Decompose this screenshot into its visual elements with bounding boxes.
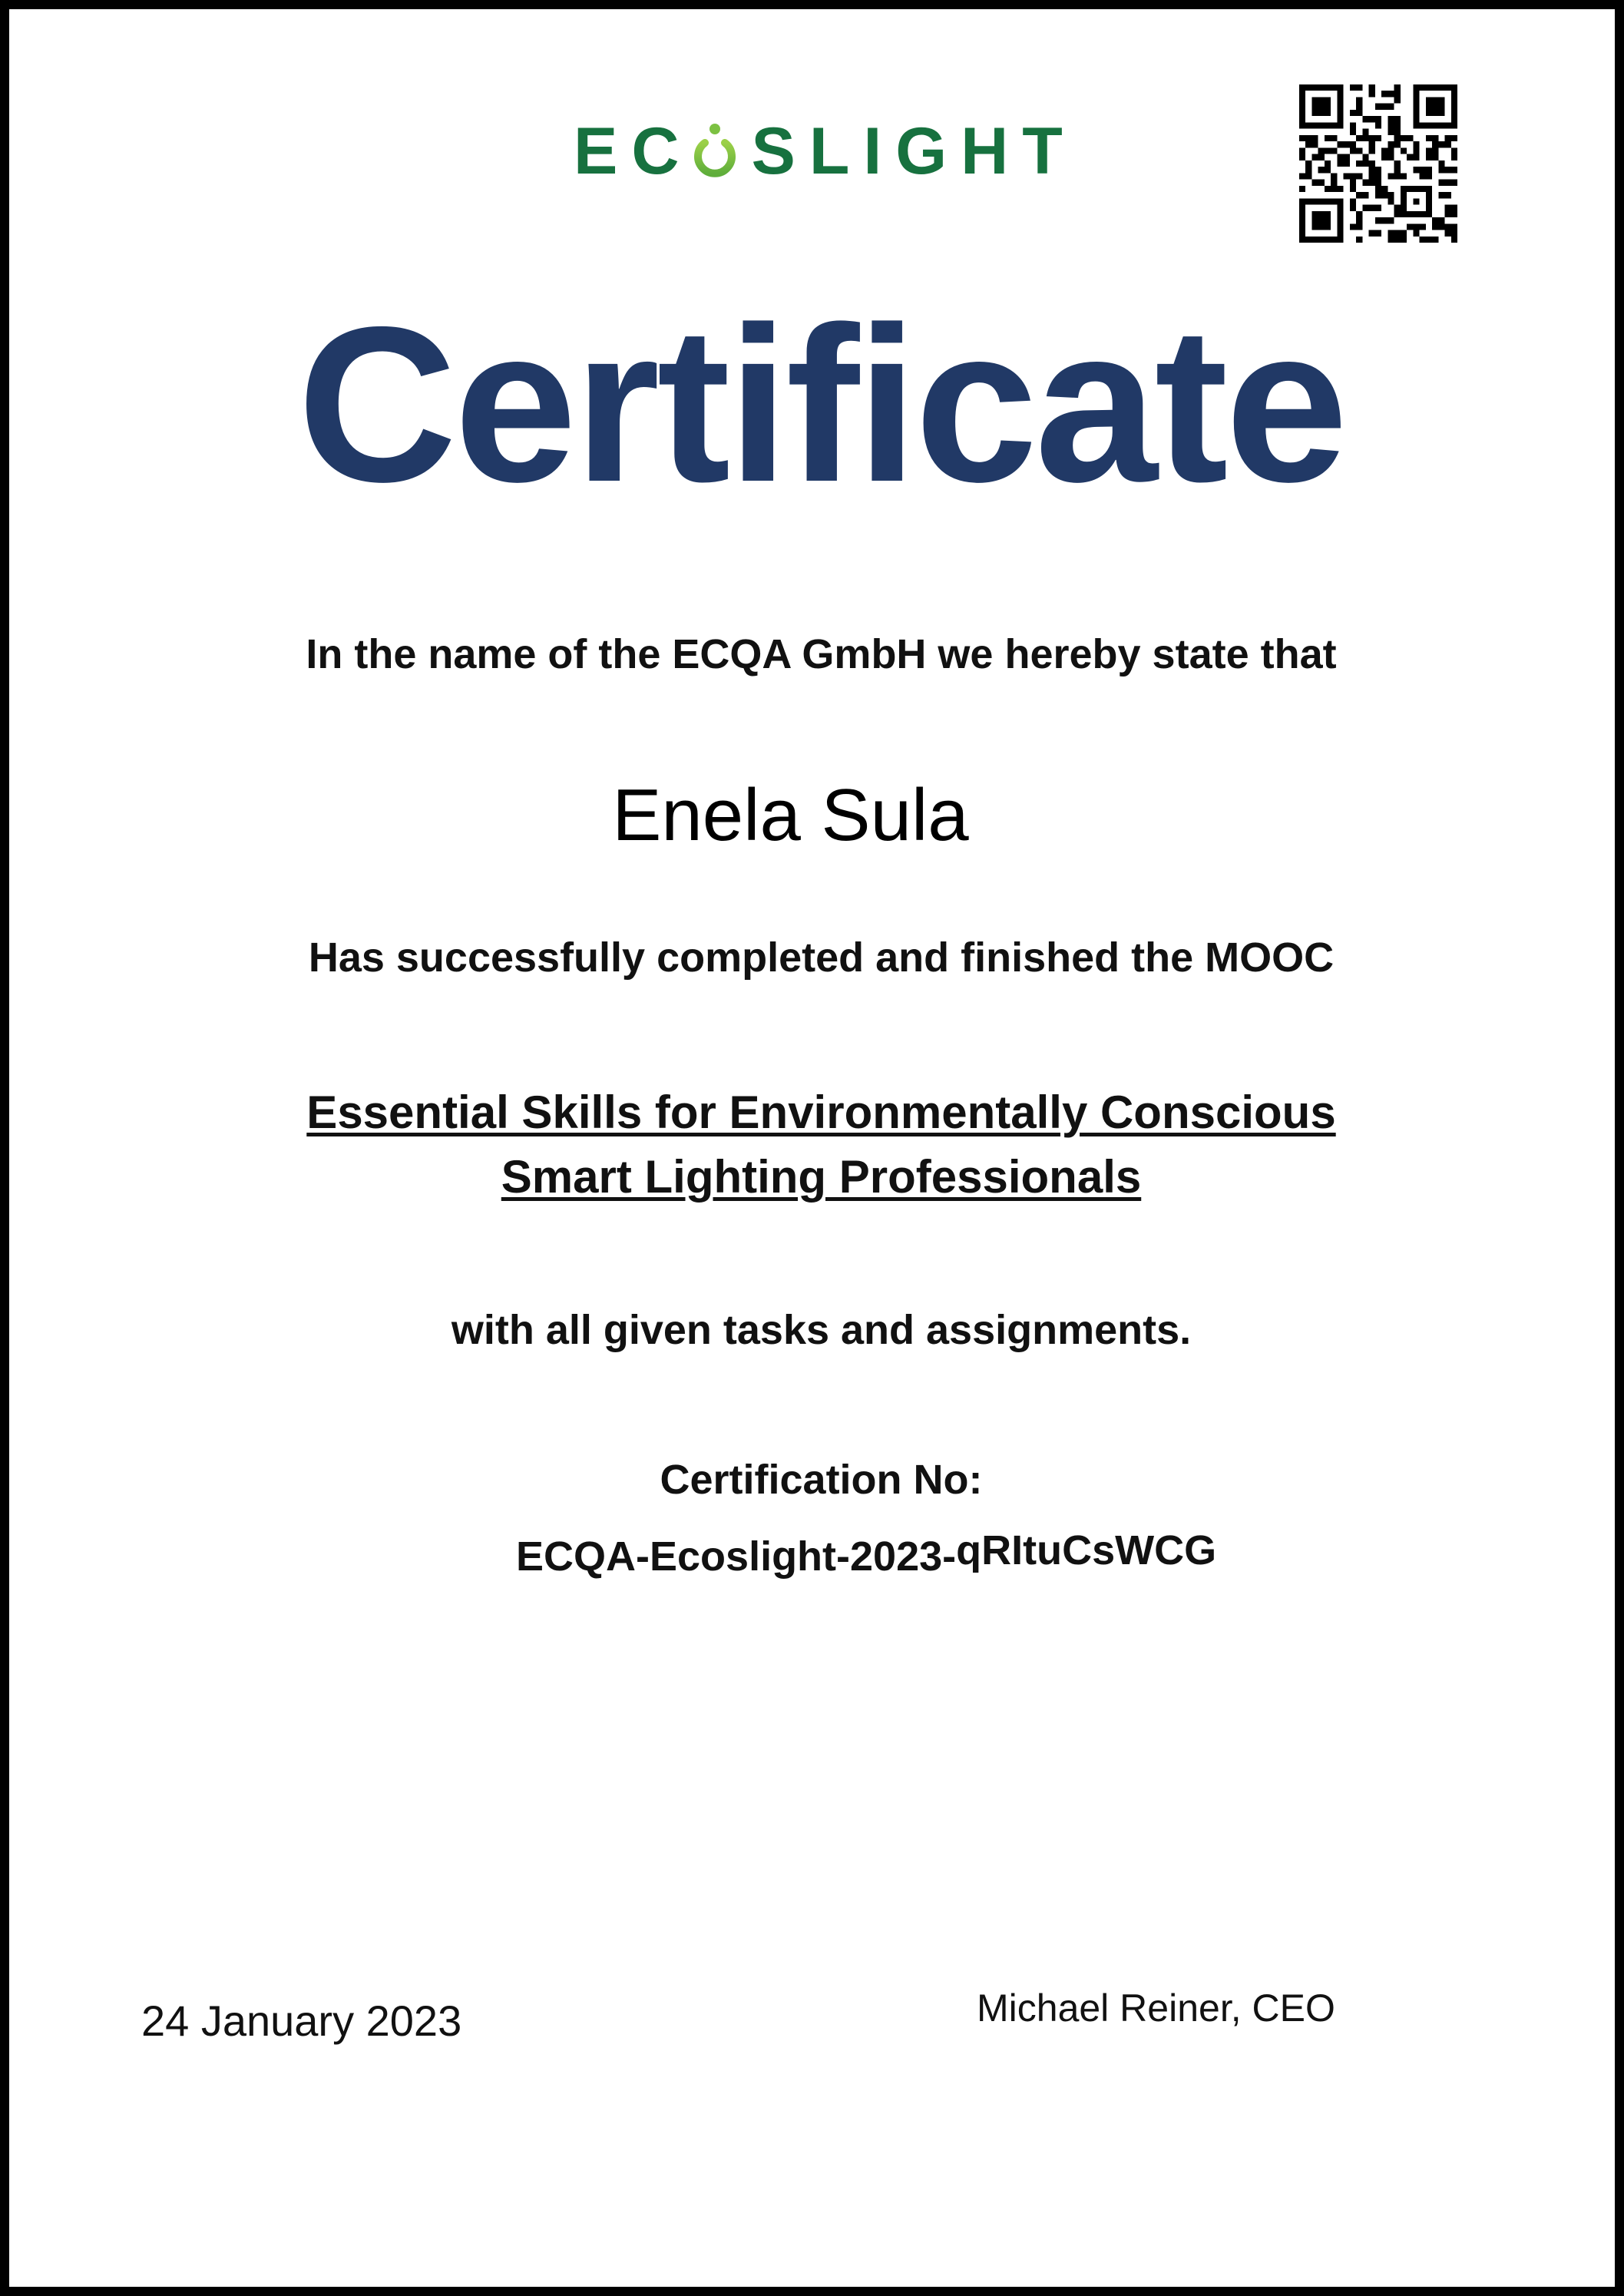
course-title-line2: Smart Lighting Professionals [501, 1151, 1142, 1203]
completion-statement: Has successfully completed and finished the MOOC [308, 935, 1335, 981]
qr-code-icon [1299, 84, 1457, 243]
logo-suffix: SLIGHT [751, 114, 1077, 188]
tasks-statement: with all given tasks and assignments. [451, 1307, 1192, 1353]
signer-name: Michael Reiner, CEO [977, 1987, 1335, 2030]
recipient-name: Enela Sula [612, 774, 969, 856]
certification-number [516, 1527, 1217, 1583]
certification-label: Certification No: [660, 1457, 983, 1503]
certification-suffix: qRItuCsWCG [956, 1527, 1217, 1573]
power-ring-icon [693, 121, 737, 175]
course-title [9, 1080, 1624, 1209]
course-title-line1: Essential Skills for Environmentally Conscious [306, 1087, 1336, 1138]
certification-prefix: ECQA-Ecoslight-2023- [516, 1533, 957, 1580]
ecoslight-logo [574, 114, 1080, 188]
logo-prefix: EC [574, 114, 693, 188]
issue-date: 24 January 2023 [141, 1997, 462, 2045]
intro-statement: In the name of the ECQA GmbH we hereby state that [306, 631, 1337, 677]
certificate-title: Certificate [297, 281, 1345, 528]
